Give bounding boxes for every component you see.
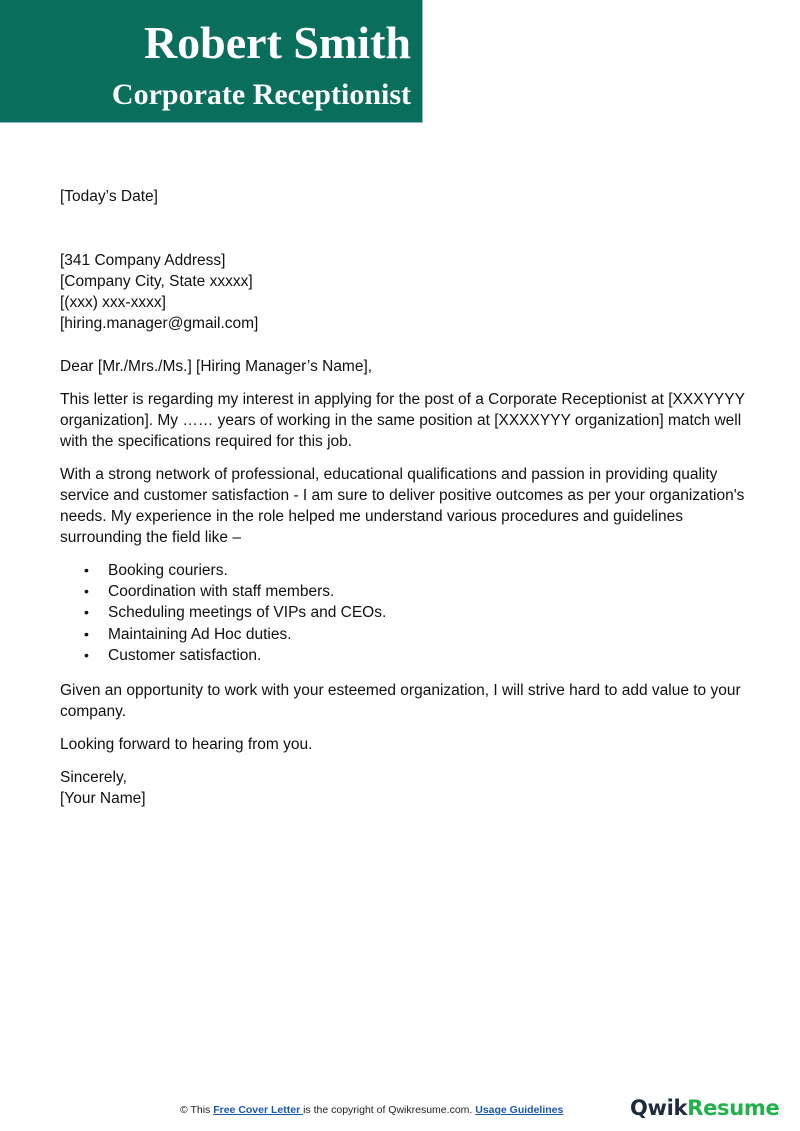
logo-part-qwik: Qwik [630,1096,688,1120]
address-line: [(xxx) xxx-xxxx] [60,294,166,311]
list-item [60,624,760,645]
duties-list [60,560,760,666]
copyright-middle: is the copyright of Qwikresume.com. [303,1104,476,1116]
closing-paragraph: Given an opportunity to work with your esteemed organization, I will strive hard to add value to your company. [60,682,741,721]
bullet-icon: • [84,604,89,621]
salutation: Dear [Mr./Mrs./Ms.] [Hiring Manager’s Name], [60,358,373,375]
closing-paragraph: Looking forward to hearing from you. [60,736,313,754]
list-item-text: Coordination with staff members. [108,583,335,601]
logo-part-resume: Resume [687,1096,780,1120]
list-item [60,560,760,581]
copyright-notice [180,1104,563,1116]
bullet-icon: • [84,562,89,578]
body-paragraph: With a strong network of professional, educational qualifications and passion in providing quality service and customer satisfaction - I am sure to deliver positive outcomes as per your organization's needs. My experience in the role helped me understand various procedures and guidelines surrounding the field like – [60,466,745,546]
address-line: [hiring.manager@gmail.com] [60,315,259,332]
address-line: [Company City, State xxxxx] [60,273,253,290]
header-banner [0,0,423,123]
letter-date: [Today’s Date] [60,188,158,205]
recipient-address [60,250,760,334]
usage-guidelines-link[interactable]: Usage Guidelines [475,1104,564,1116]
bullet-icon: • [84,583,89,600]
signature: [Your Name] [60,790,146,808]
free-cover-letter-link[interactable]: Free Cover Letter [213,1104,304,1116]
bullet-icon: • [84,646,89,663]
applicant-name: Robert Smith [143,17,411,68]
list-item-text: Maintaining Ad Hoc duties. [108,625,292,643]
list-item [60,602,760,623]
bullet-icon: • [84,625,89,642]
job-title: Corporate Receptionist [111,78,411,111]
list-item [60,645,760,666]
body-paragraph: This letter is regarding my interest in applying for the post of a Corporate Receptionist at [XXXYYYY organization]. My …… years of working in the same position at [XXXXYYY organization] match well with the specifications required for this job. [60,391,745,450]
list-item [60,581,760,602]
qwikresume-logo [630,1096,779,1120]
sign-off: Sincerely, [60,769,127,787]
list-item-text: Scheduling meetings of VIPs and CEOs. [108,604,387,622]
copyright-prefix: © This [180,1104,214,1116]
list-item-text: Booking couriers. [108,562,228,579]
list-item-text: Customer satisfaction. [108,646,262,664]
address-line: [341 Company Address] [60,252,226,269]
letter-body [60,186,760,809]
